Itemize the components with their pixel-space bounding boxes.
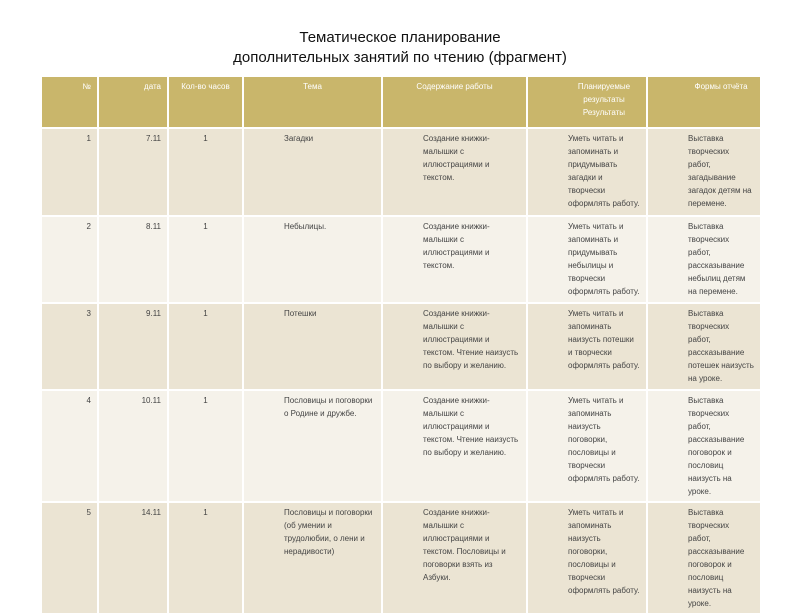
cell-content: Создание книжки-малышки с иллюстрациями и текстом. Чтение наизусть по выбору и желанию. [382, 390, 527, 502]
table-row [41, 128, 761, 216]
cell-results: Уметь читать и запоминать наизусть потешки и творчески оформлять работу. [527, 303, 647, 390]
cell-report: Выставка творческих работ, рассказывание поговорок и пословиц наизусть на уроке. [647, 502, 761, 614]
header-row [41, 76, 761, 128]
header-hours: Кол-во часов [168, 76, 243, 128]
header-results: Планируемые результаты Результаты [527, 76, 647, 128]
cell-hours: 1 [168, 390, 243, 502]
cell-date: 9.11 [98, 303, 168, 390]
title-line-2: дополнительных занятий по чтению (фрагмент) [233, 49, 567, 66]
cell-content: Создание книжки-малышки с иллюстрациями и текстом. [382, 216, 527, 303]
cell-num: 5 [41, 502, 98, 614]
table-row [41, 390, 761, 502]
cell-results: Уметь читать и запоминать и придумывать небылицы и творчески оформлять работу. [527, 216, 647, 303]
cell-results: Уметь читать и запоминать и придумывать загадки и творчески оформлять работу. [527, 128, 647, 216]
cell-hours: 1 [168, 303, 243, 390]
header-topic: Тема [243, 76, 382, 128]
cell-topic: Небылицы. [243, 216, 382, 303]
table-row [41, 216, 761, 303]
cell-hours: 1 [168, 128, 243, 216]
cell-topic: Пословицы и поговорки о Родине и дружбе. [243, 390, 382, 502]
header-num: № [41, 76, 98, 128]
cell-topic: Загадки [243, 128, 382, 216]
cell-report: Выставка творческих работ, рассказывание поговорок и пословиц наизусть на уроке. [647, 390, 761, 502]
cell-topic: Пословицы и поговорки (об умении и трудолюбии, о лени и нерадивости) [243, 502, 382, 614]
cell-results: Уметь читать и запоминать наизусть поговорки, пословицы и творчески оформлять работу. [527, 502, 647, 614]
cell-topic: Потешки [243, 303, 382, 390]
cell-hours: 1 [168, 502, 243, 614]
header-content: Содержание работы [382, 76, 527, 128]
header-date: дата [98, 76, 168, 128]
cell-report: Выставка творческих работ, рассказывание потешек наизусть на уроке. [647, 303, 761, 390]
cell-date: 10.11 [98, 390, 168, 502]
cell-num: 3 [41, 303, 98, 390]
cell-report: Выставка творческих работ, загадывание загадок детям на перемене. [647, 128, 761, 216]
cell-num: 4 [41, 390, 98, 502]
cell-hours: 1 [168, 216, 243, 303]
table-row [41, 303, 761, 390]
cell-content: Создание книжки-малышки с иллюстрациями и текстом. Чтение наизусть по выбору и желанию. [382, 303, 527, 390]
cell-num: 2 [41, 216, 98, 303]
planning-table [40, 75, 762, 615]
cell-date: 8.11 [98, 216, 168, 303]
cell-date: 7.11 [98, 128, 168, 216]
cell-report: Выставка творческих работ, рассказывание небылиц детям на перемене. [647, 216, 761, 303]
header-report: Формы отчёта [647, 76, 761, 128]
page-title [0, 28, 800, 68]
cell-results: Уметь читать и запоминать наизусть поговорки, пословицы и творчески оформлять работу. [527, 390, 647, 502]
cell-num: 1 [41, 128, 98, 216]
cell-date: 14.11 [98, 502, 168, 614]
table-row [41, 502, 761, 614]
cell-content: Создание книжки-малышки с иллюстрациями и текстом. Пословицы и поговорки взять из Азбуки. [382, 502, 527, 614]
cell-content: Создание книжки-малышки с иллюстрациями и текстом. [382, 128, 527, 216]
title-line-1: Тематическое планирование [299, 29, 501, 46]
